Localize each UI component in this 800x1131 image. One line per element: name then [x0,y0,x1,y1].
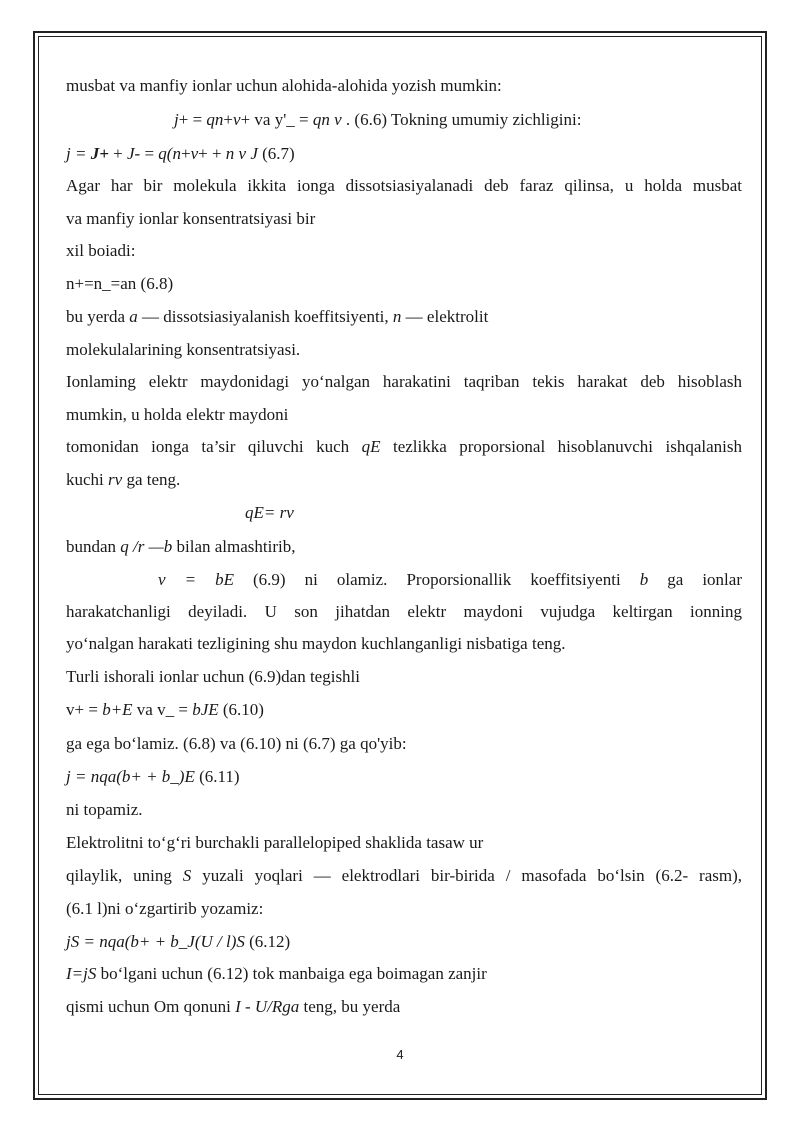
text-run: bu yerda [66,307,130,326]
math-var: rv [108,470,123,489]
math-var: J- [126,144,141,163]
math-var: qE= rv [245,503,294,522]
math-var: n [392,307,402,326]
text-run: . (6.6) Tokning umumiy zichligini: [341,110,582,129]
text-run: bo‘lgani uchun (6.12) tok manbaiga ega boimagan zanjir [96,964,487,983]
text-run: (6.1 l)ni o‘zgartirib yozamiz: [66,899,264,918]
math-var: q(n [158,144,181,163]
text-run: — elektrolit [401,307,489,326]
text-run: n+=n_=an (6.8) [66,274,174,293]
text-line [66,405,288,425]
text-line [66,734,407,754]
text-run: tezlikka proporsional hisoblanuvchi ishqalanish [380,437,742,456]
formula-line [66,144,295,164]
text-line [66,899,263,919]
text-run: tomonidan ionga ta’sir qiluvchi kuch [66,437,362,456]
math-var: j [174,110,179,129]
math-var: b [639,570,649,589]
text-run: + [108,144,127,163]
math-var: jS = nqa(b+ + b_J(U / l)S [66,932,245,951]
text-run: qilaylik, uning [66,866,183,885]
text-line [66,537,296,557]
text-run: va manfiy ionlar konsentratsiyasi bir [66,209,316,228]
text-run: + + [198,144,226,163]
formula-line [174,110,581,130]
math-var: S [182,866,192,885]
text-run: teng, bu yerda [299,997,401,1016]
math-var: I=jS [66,964,97,983]
math-var: j = [66,144,91,163]
text-run: bilan almashtirib, [172,537,296,556]
math-var: v [233,110,241,129]
text-run: mumkin, u holda elektr maydoni [66,405,289,424]
text-run: v+ = [66,700,103,719]
text-line [66,176,742,196]
text-run: va v_ = [132,700,193,719]
text-line [66,833,483,853]
math-var: I - U/Rga [235,997,300,1016]
math-var: qn [206,110,224,129]
math-var: qE [361,437,381,456]
text-run: (6.11) [194,767,240,786]
text-run: qismi uchun Om qonuni [66,997,236,1016]
text-run: Agar har bir molekula ikkita ionga dissotsiasiyalanadi deb faraz qilinsa, u holda musbat [66,176,742,195]
text-run: + [180,144,191,163]
math-var: v [190,144,199,163]
text-run: + = [178,110,207,129]
text-line [66,866,742,886]
text-line [66,602,742,622]
text-run: (6.12) [244,932,291,951]
formula-line [66,767,240,787]
text-line [66,307,488,327]
formula-line [66,932,290,952]
text-line [66,997,400,1017]
text-line [66,634,565,654]
text-run: (6.9) ni olamiz. Proporsionallik koeffitsiyenti [233,570,640,589]
text-run: kuchi [66,470,109,489]
text-line [66,372,742,392]
text-run: (6.10) [218,700,264,719]
text-run: Turli ishorali ionlar uchun (6.9)dan tegishli [66,667,361,686]
text-run: harakatchanligi deyiladi. U son jihatdan elektr maydoni vujudga keltirgan ionning [66,602,742,621]
text-run: ga teng. [122,470,181,489]
text-line [66,667,360,687]
text-run: — dissotsiasiyalanish koeffitsiyenti, [137,307,393,326]
text-run: ni topamiz. [66,800,143,819]
text-run: = [140,144,159,163]
text-run: ga ega bo‘lamiz. (6.8) va (6.10) ni (6.7) ga qo'yib: [66,734,407,753]
math-var: qn v [312,110,342,129]
text-line [66,340,300,360]
math-var: b+E [102,700,133,719]
text-run: + va y'_ = [240,110,313,129]
math-var: v = bE [158,570,234,589]
text-run: Ionlaming elektr maydonidagi yo‘nalgan harakatini taqriban tekis harakat deb hisoblash [66,372,742,391]
text-run: (6.7) [257,144,295,163]
text-line [66,964,487,984]
text-run: molekulalarining konsentratsiyasi. [66,340,301,359]
text-run: bundan [66,537,121,556]
math-var: n v J [225,144,258,163]
text-run: musbat va manfiy ionlar uchun alohida-alohida yozish mumkin: [66,76,502,95]
text-line [66,209,315,229]
text-line [158,570,742,590]
formula-line [66,700,264,720]
text-line [66,437,742,457]
math-var: j = nqa(b+ + b_)E [66,767,195,786]
text-run: Elektrolitni to‘g‘ri burchakli parallelopiped shaklida tasaw ur [66,833,484,852]
formula-line [245,503,294,523]
math-var: a [129,307,138,326]
text-line [66,241,135,261]
formula-line [66,274,173,294]
math-var: J+ [90,144,109,163]
text-run: + [223,110,234,129]
text-run: xil boiadi: [66,241,136,260]
text-line [66,800,142,820]
math-var: bJE [192,700,219,719]
text-run: yuzali yoqlari — elektrodlari bir-birida / masofada bo‘lsin (6.2- rasm), [191,866,742,885]
text-run: ga ionlar [648,570,742,589]
page-number: 4 [396,1047,404,1062]
text-run: yo‘nalgan harakati tezligining shu maydon kuchlanganligi nisbatiga teng. [66,634,566,653]
text-line [66,470,180,490]
math-var: q /r —b [120,537,173,556]
text-line [66,76,502,96]
